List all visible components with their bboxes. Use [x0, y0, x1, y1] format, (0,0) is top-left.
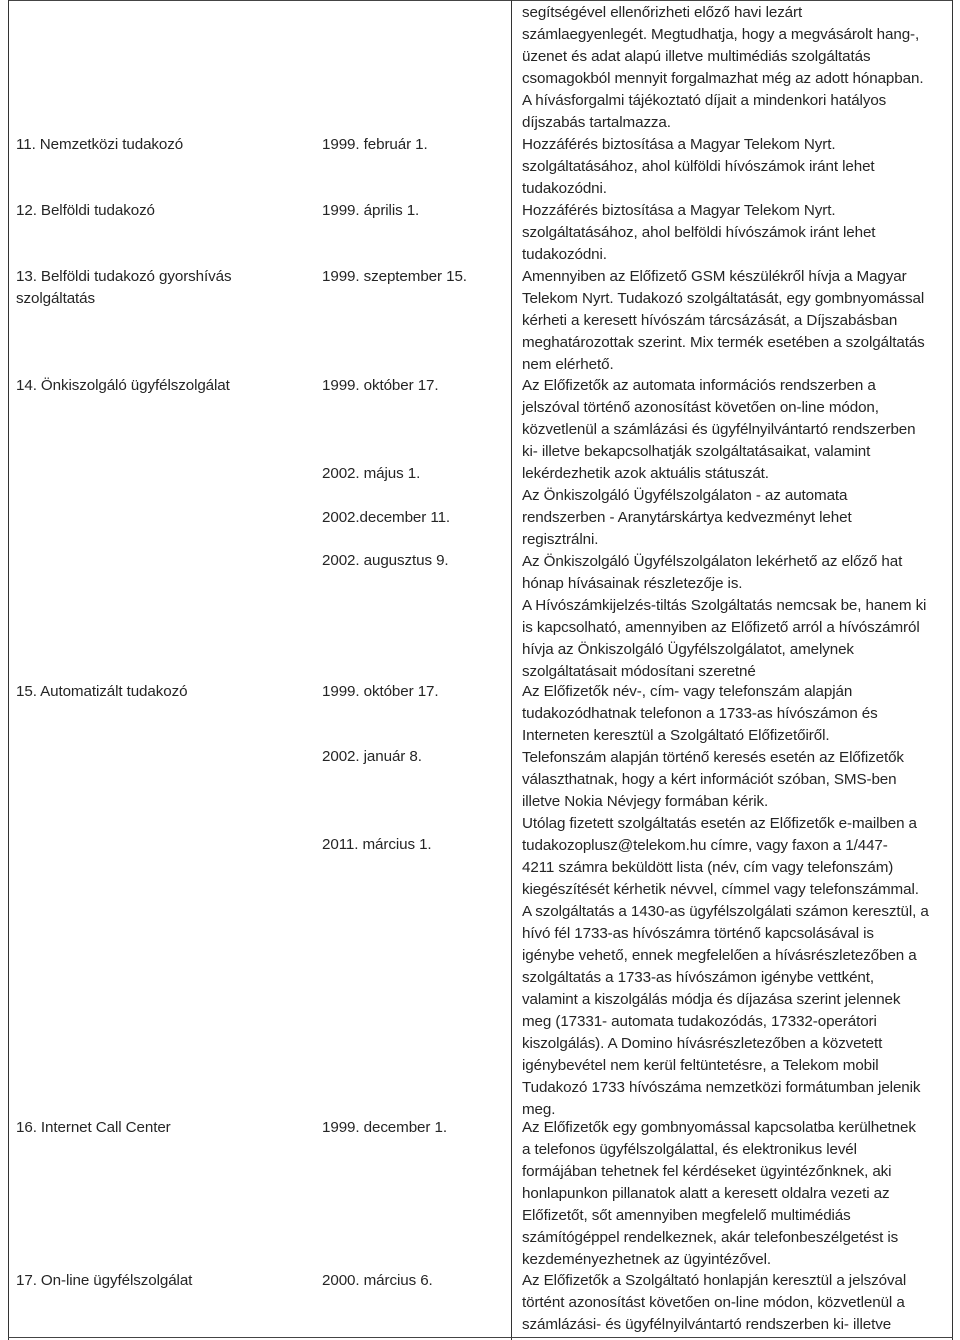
desc-line: Az Önkiszolgáló Ügyfélszolgálaton lekérhető az előző hat	[522, 553, 903, 570]
desc-line: választhatnak, hogy a kért információt szóban, SMS-ben	[522, 771, 897, 788]
service-date: 2002.december 11.	[322, 509, 451, 526]
desc-line: illetve Nokia Névjegy formában kérik.	[522, 793, 769, 810]
desc-line: formájában tehetnek fel kérdéseket ügyintézőnknek, aki	[522, 1163, 892, 1180]
desc-line: szolgáltatásait módosítani szeretné	[522, 663, 756, 680]
desc-line: a telefonos ügyfélszolgálattal, és elektronikus levél	[522, 1141, 857, 1158]
desc-line: jelszóval történő azonosítást követően on-line módon,	[522, 399, 879, 416]
desc-line: számítógéppel rendelkeznek, akár telefonbeszélgetést is	[522, 1229, 899, 1246]
table-bottom-border	[8, 1337, 953, 1338]
service-description	[522, 134, 875, 200]
table-top-border	[8, 0, 953, 1]
desc-line: Telefonszám alapján történő keresés esetén az Előfizetők	[522, 749, 904, 766]
service-description	[522, 681, 929, 1121]
desc-line: Tudakozó 1733 hívószáma nemzetközi formátumban jelenik	[522, 1079, 921, 1096]
service-date: 1999. október 17.	[322, 377, 439, 394]
desc-line: kiszolgálás). A Domino hívásrészletezőben a közvetett	[522, 1035, 883, 1052]
desc-line: tudakozódhatnak telefonon a 1733-as hívószámon és	[522, 705, 878, 722]
service-name: 15. Automatizált tudakozó	[16, 683, 188, 700]
service-date: 1999. szeptember 15.	[322, 268, 467, 285]
name-line: szolgáltatás	[16, 290, 96, 307]
service-name: 12. Belföldi tudakozó	[16, 202, 155, 219]
service-date: 1999. április 1.	[322, 202, 420, 219]
desc-line: Az Előfizetők a Szolgáltató honlapján keresztül a jelszóval	[522, 1272, 907, 1289]
service-name: 16. Internet Call Center	[16, 1119, 171, 1136]
desc-line: közvetlenül a számlázási és ügyfélnyilvántartó rendszerben	[522, 421, 916, 438]
desc-line: díjszabás tartalmazza.	[522, 114, 671, 131]
desc-line: A Hívószámkijelzés-tiltás Szolgáltatás nemcsak be, hanem ki	[522, 597, 927, 614]
service-description	[522, 1117, 916, 1271]
desc-line: hívja az Önkiszolgáló Ügyfélszolgálatot, amelynek	[522, 641, 854, 658]
desc-line: meg (17331- automata tudakozódás, 17332-operátori	[522, 1013, 877, 1030]
service-date: 2002. január 8.	[322, 748, 422, 765]
service-date: 2002. május 1.	[322, 465, 421, 482]
desc-line: meghatározottak szerint. Mix termék esetében a szolgáltatás	[522, 334, 925, 351]
service-description	[522, 266, 925, 376]
desc-line: Előfizetőt, sőt amennyiben megfelelő multimédiás	[522, 1207, 851, 1224]
service-description	[522, 200, 875, 266]
desc-line: történt azonosítást követően on-line módon, közvetlenül a	[522, 1294, 905, 1311]
desc-line: csomagokból mennyit forgalmazhat még az adott hónapban.	[522, 70, 924, 87]
desc-line: Hozzáférés biztosítása a Magyar Telekom Nyrt.	[522, 202, 836, 219]
service-name: 17. On-line ügyfélszolgálat	[16, 1272, 193, 1289]
name-line: 13. Belföldi tudakozó gyorshívás	[16, 268, 232, 285]
desc-line: Az Előfizetők név-, cím- vagy telefonszám alapján	[522, 683, 853, 700]
desc-line: üzenet és adat alapú illetve multimédiás szolgáltatás	[522, 48, 871, 65]
desc-line: valamint a kiszolgálás módja és díjazása szerint jelennek	[522, 991, 901, 1008]
service-date: 2011. március 1.	[322, 836, 432, 853]
desc-line: szolgáltatásához, ahol belföldi hívószámok iránt lehet	[522, 224, 876, 241]
service-name: 14. Önkiszolgáló ügyfélszolgálat	[16, 377, 230, 394]
service-name	[16, 266, 231, 310]
desc-line: tudakozoplusz@telekom.hu címre, vagy faxon a 1/447-	[522, 837, 888, 854]
desc-line: rendszerben - Aranytárskártya kedvezményt lehet	[522, 509, 852, 526]
desc-line: tudakozódni.	[522, 246, 607, 263]
desc-line: lekérdezhetik azok aktuális státuszát.	[522, 465, 769, 482]
desc-line: kiegészítését kérhetik névvel, címmel vagy telefonszámmal.	[522, 881, 919, 898]
table-right-border	[952, 0, 953, 1340]
service-description	[522, 375, 926, 683]
desc-line: számlázási- és ügyfélnyilvántartó rendszerben ki- illetve	[522, 1316, 892, 1333]
desc-line: hívó fél 1733-as hívószámra történő kapcsolásával is	[522, 925, 874, 942]
desc-line: szolgáltatás a 1733-as hívószámon igénybe vettként,	[522, 969, 875, 986]
service-date: 2000. március 6.	[322, 1272, 433, 1289]
desc-line: Utólag fizetett szolgáltatás esetén az Előfizetők e-mailben a	[522, 815, 917, 832]
desc-line: Az Önkiszolgáló Ügyfélszolgálaton - az automata	[522, 487, 848, 504]
desc-line: segítségével ellenőrizheti előző havi lezárt	[522, 4, 803, 21]
service-date: 1999. október 17.	[322, 683, 439, 700]
desc-line: igénybevétel nem kerül feltüntetésre, a Telekom mobil	[522, 1057, 879, 1074]
desc-line: meg.	[522, 1101, 556, 1118]
column-divider	[511, 0, 512, 1340]
desc-line: Az Előfizetők az automata információs rendszerben a	[522, 377, 876, 394]
desc-line: A szolgáltatás a 1430-as ügyfélszolgálati számon keresztül, a	[522, 903, 929, 920]
desc-line: Az Előfizetők egy gombnyomással kapcsolatba kerülhetnek	[522, 1119, 916, 1136]
desc-line: honlapunkon pillanatok alatt a keresett oldalra vezeti az	[522, 1185, 890, 1202]
desc-line: regisztrálni.	[522, 531, 599, 548]
desc-line: Telekom Nyrt. Tudakozó szolgáltatását, egy gombnyomással	[522, 290, 925, 307]
desc-line: Interneten keresztül a Szolgáltató Előfizetőiről.	[522, 727, 830, 744]
intro-description	[522, 2, 923, 134]
desc-line: A hívásforgalmi tájékoztató díjait a mindenkori hatályos	[522, 92, 887, 109]
desc-line: kezdeményezhetnek az ügyintézővel.	[522, 1251, 772, 1268]
desc-line: szolgáltatásához, ahol külföldi hívószámok iránt lehet	[522, 158, 875, 175]
desc-line: számlaegyenlegét. Megtudhatja, hogy a megvásárolt hang-,	[522, 26, 920, 43]
desc-line: ki- illetve bekapcsolhatják szolgáltatásaikat, valamint	[522, 443, 871, 460]
table-left-border	[8, 0, 9, 1340]
desc-line: is kapcsolható, amennyiben az Előfizető arról a hívószámról	[522, 619, 920, 636]
desc-line: nem elérhető.	[522, 356, 614, 373]
desc-line: kérheti a keresett hívószám tárcsázását, a Díjszabásban	[522, 312, 898, 329]
desc-line: Hozzáférés biztosítása a Magyar Telekom Nyrt.	[522, 136, 836, 153]
desc-line: hónap hívásainak részletezője is.	[522, 575, 743, 592]
service-date: 1999. február 1.	[322, 136, 428, 153]
desc-line: igénybe vehető, ennek megfelelően a hívásrészletezőben a	[522, 947, 917, 964]
desc-line: tudakozódni.	[522, 180, 607, 197]
desc-line: 4211 számra beküldött lista (név, cím vagy telefonszám)	[522, 859, 894, 876]
service-name: 11. Nemzetközi tudakozó	[16, 136, 184, 153]
service-description	[522, 1270, 906, 1336]
service-date: 1999. december 1.	[322, 1119, 447, 1136]
service-date: 2002. augusztus 9.	[322, 552, 449, 569]
desc-line: Amennyiben az Előfizető GSM készülékről hívja a Magyar	[522, 268, 907, 285]
